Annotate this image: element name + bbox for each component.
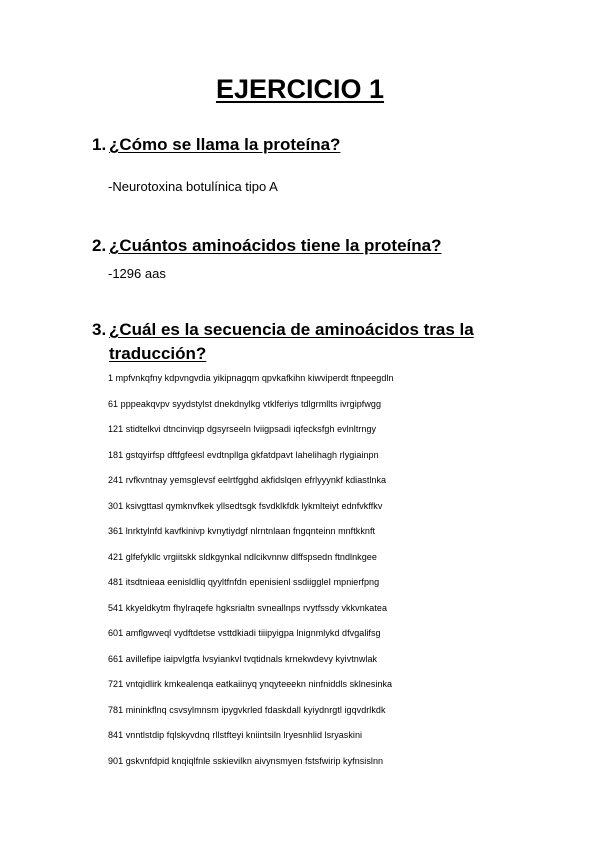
question-1-text: ¿Cómo se llama la proteína? bbox=[109, 135, 341, 154]
answer-2: -1296 aas bbox=[108, 266, 166, 281]
question-1 bbox=[92, 133, 512, 157]
sequence-line: 121 stidtelkvi dtncinviqp dgsyrseeln lviigpsadi iqfecksfgh evlnltrngy bbox=[108, 424, 377, 434]
sequence-line: 901 gskvnfdpid knqiqlfnle sskievilkn aivynsmyen fstsfwirip kyfnsislnn bbox=[108, 755, 384, 766]
question-3-text: ¿Cuál es la secuencia de aminoácidos tras la traducción? bbox=[109, 320, 474, 363]
question-2 bbox=[92, 234, 512, 258]
answer-1: -Neurotoxina botulínica tipo A bbox=[108, 179, 278, 194]
question-1-number: 1. bbox=[92, 135, 107, 154]
question-2-number: 2. bbox=[92, 236, 107, 255]
sequence-line: 781 mininkflnq csvsylmnsm ipygvkrled fdaskdall kyiydnrgtl igqvdrlkdk bbox=[108, 704, 386, 715]
sequence-line: 361 lnrktylnfd kavfkinivp kvnytiydgf nlrntnlaan fngqnteinn mnftkknft bbox=[108, 526, 376, 536]
sequence-line: 541 kkyeldkytm fhylraqefe hgksrialtn svneallnps rvytfssdy vkkvnkatea bbox=[108, 602, 388, 613]
page-title: EJERCICIO 1 bbox=[215, 74, 385, 104]
sequence-line: 481 itsdtnieaa eenisldliq qyyltfnfdn epenisienl ssdiiggleI mpnierfpng bbox=[108, 577, 380, 587]
sequence-line: 241 rvfkvntnay yemsglevsf eelrtfgghd akfidslqen efrlyyynkf kdiastlnka bbox=[108, 475, 387, 485]
sequence-line: 301 ksivgttasl qymknvfkek yllsedtsgk fsvdklkfdk lykmlteiyt ednfvkffkv bbox=[108, 500, 383, 511]
sequence-line: 721 vntqidlirk kmkealenqa eatkaiinyq ynqyteeekn ninfniddls sklnesinka bbox=[108, 679, 393, 689]
sequence-line: 181 gstqyirfsp dftfgfeesl evdtnpllga gkfatdpavt lahelihagh rlygiainpn bbox=[108, 449, 379, 460]
sequence-line: 841 vnntlstdip fqlskyvdnq rllstfteyi kniintsiln lryesnhlid lsryaskini bbox=[108, 730, 363, 740]
amino-acid-sequence bbox=[108, 370, 394, 778]
question-3 bbox=[92, 318, 512, 366]
sequence-line: 1 mpfvnkqfny kdpvngvdia yikipnagqm qpvkafkihn kiwviperdt ftnpeegdln bbox=[108, 373, 394, 383]
sequence-line: 421 glfefykllc vrgiitskk sldkgynkal ndlcikvnnw dlffspsedn ftndlnkgee bbox=[108, 551, 377, 562]
question-3-number: 3. bbox=[92, 320, 107, 339]
sequence-line: 661 avillefipe iaipvlgtfa lvsyiankvl tvqtidnals krnekwdevy kyivtnwlak bbox=[108, 653, 378, 664]
sequence-line: 601 amflgwveql vydftdetse vsttdkiadi tiiipyigpa lnignmlykd dfvgalifsg bbox=[108, 628, 381, 638]
sequence-line: 61 pppeakqvpv syydstylst dnekdnylkg vtklferiys tdlgrmllts ivrgipfwgg bbox=[108, 398, 382, 409]
question-2-text: ¿Cuántos aminoácidos tiene la proteína? bbox=[109, 236, 442, 255]
